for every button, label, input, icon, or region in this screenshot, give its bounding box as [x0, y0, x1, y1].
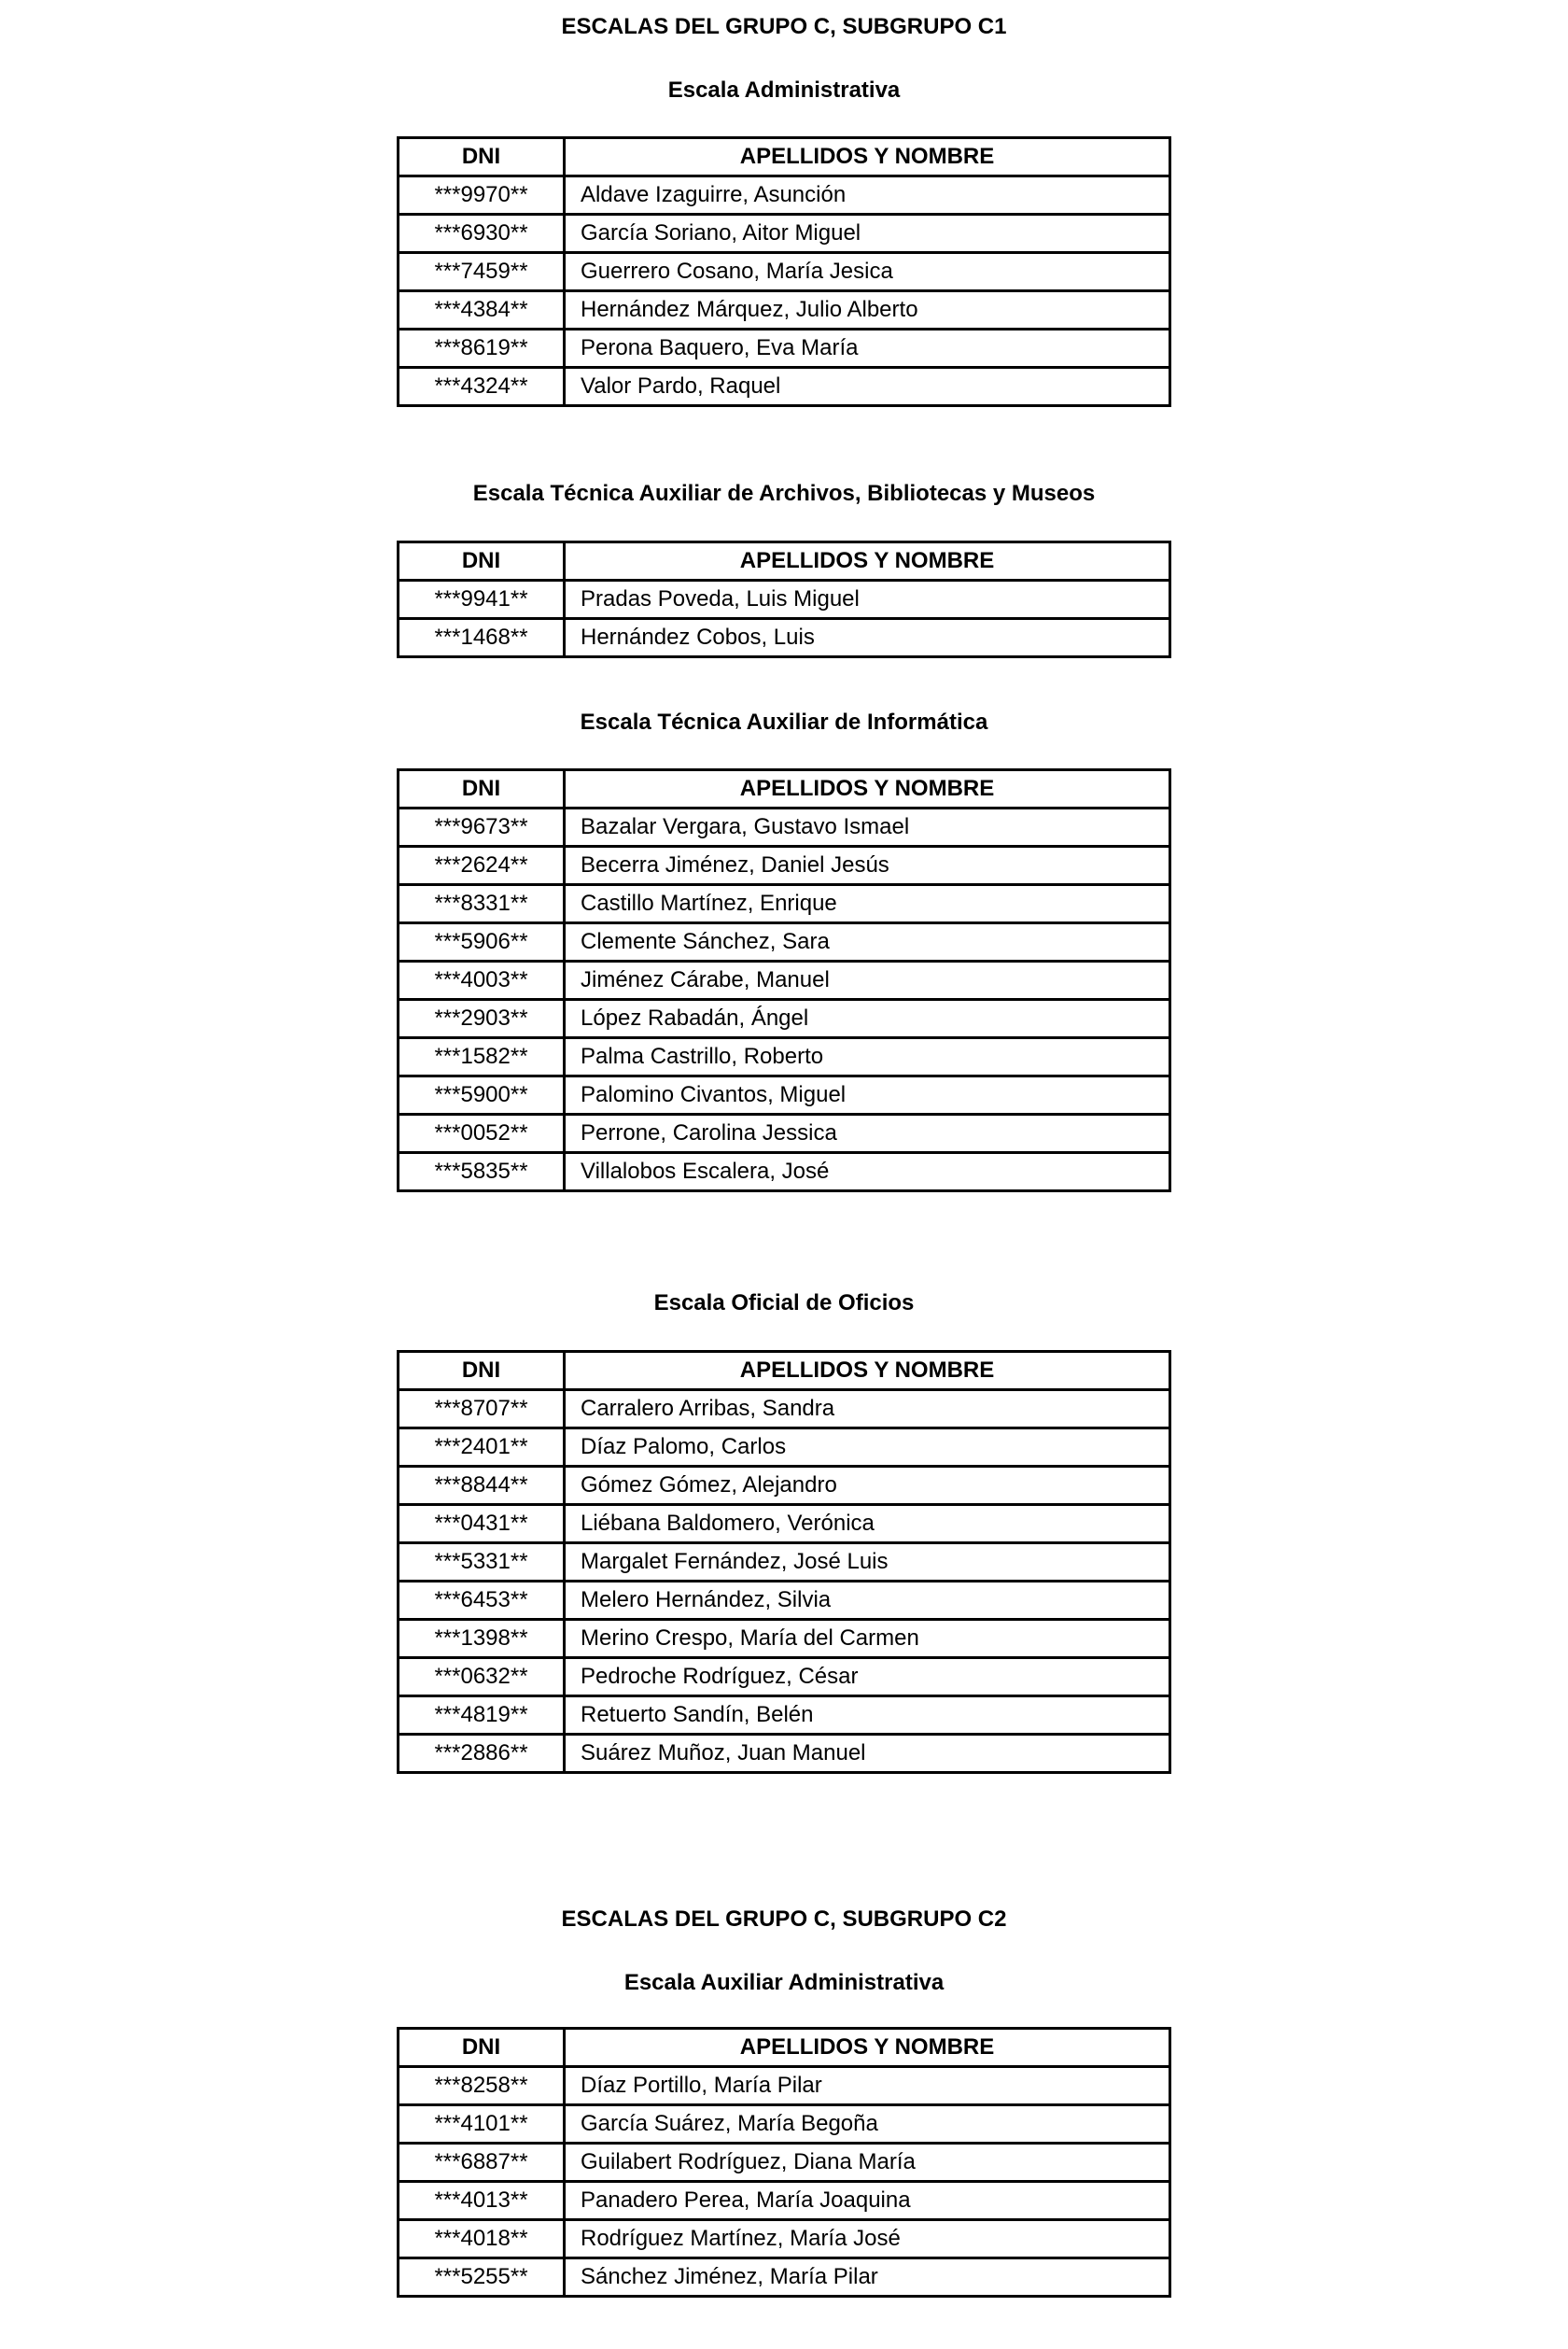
name-cell: Retuerto Sandín, Belén — [565, 1696, 1170, 1735]
table-row — [399, 847, 1170, 885]
name-cell: Hernández Márquez, Julio Alberto — [565, 291, 1170, 330]
name-cell: Díaz Portillo, María Pilar — [565, 2067, 1170, 2105]
dni-cell: ***2886** — [399, 1735, 565, 1773]
dni-cell: ***8619** — [399, 330, 565, 368]
name-cell: Guilabert Rodríguez, Diana María — [565, 2144, 1170, 2182]
dni-cell: ***9673** — [399, 809, 565, 847]
dni-cell: ***4018** — [399, 2220, 565, 2258]
table-row — [399, 2144, 1170, 2182]
name-cell: Melero Hernández, Silvia — [565, 1582, 1170, 1620]
table-row — [399, 253, 1170, 291]
dni-cell: ***5255** — [399, 2258, 565, 2297]
table-row — [399, 1582, 1170, 1620]
dni-cell: ***6887** — [399, 2144, 565, 2182]
table-auxiliar-administrativa — [397, 2027, 1171, 2298]
name-cell: Jiménez Cárabe, Manuel — [565, 962, 1170, 1000]
dni-cell: ***8707** — [399, 1390, 565, 1428]
name-cell: Becerra Jiménez, Daniel Jesús — [565, 847, 1170, 885]
dni-cell: ***5331** — [399, 1543, 565, 1582]
table-row — [399, 1115, 1170, 1153]
dni-cell: ***4819** — [399, 1696, 565, 1735]
name-cell: Palma Castrillo, Roberto — [565, 1038, 1170, 1076]
table-informatica — [397, 768, 1171, 1192]
table-row — [399, 2182, 1170, 2220]
table-row — [399, 1467, 1170, 1505]
table-row — [399, 1038, 1170, 1076]
name-cell: Rodríguez Martínez, María José — [565, 2220, 1170, 2258]
dni-cell: ***4013** — [399, 2182, 565, 2220]
section-title-archivos: Escala Técnica Auxiliar de Archivos, Bibliotecas y Museos — [472, 481, 1096, 506]
table-row — [399, 2105, 1170, 2144]
table-header-row — [399, 770, 1170, 809]
name-cell: Pedroche Rodríguez, César — [565, 1658, 1170, 1696]
name-column-header: APELLIDOS Y NOMBRE — [565, 542, 1170, 581]
table-row — [399, 291, 1170, 330]
dni-cell: ***1582** — [399, 1038, 565, 1076]
dni-column-header: DNI — [399, 138, 565, 176]
table-row — [399, 2067, 1170, 2105]
table-header-row — [399, 2029, 1170, 2067]
table-row — [399, 330, 1170, 368]
table-row — [399, 1000, 1170, 1038]
name-cell: Villalobos Escalera, José — [565, 1153, 1170, 1191]
table-row — [399, 176, 1170, 215]
name-cell: Gómez Gómez, Alejandro — [565, 1467, 1170, 1505]
dni-cell: ***9941** — [399, 581, 565, 619]
dni-column-header: DNI — [399, 542, 565, 581]
dni-cell: ***5900** — [399, 1076, 565, 1115]
dni-cell: ***0632** — [399, 1658, 565, 1696]
name-cell: Pradas Poveda, Luis Miguel — [565, 581, 1170, 619]
name-cell: Castillo Martínez, Enrique — [565, 885, 1170, 923]
name-column-header: APELLIDOS Y NOMBRE — [565, 770, 1170, 809]
table-row — [399, 2220, 1170, 2258]
table-row — [399, 368, 1170, 406]
table-row — [399, 1428, 1170, 1467]
table-row — [399, 809, 1170, 847]
name-cell: López Rabadán, Ángel — [565, 1000, 1170, 1038]
dni-cell: ***2624** — [399, 847, 565, 885]
name-cell: Díaz Palomo, Carlos — [565, 1428, 1170, 1467]
dni-cell: ***2401** — [399, 1428, 565, 1467]
group-c2-heading: ESCALAS DEL GRUPO C, SUBGRUPO C2 — [561, 1906, 1007, 1932]
section-title-oficios: Escala Oficial de Oficios — [653, 1290, 915, 1315]
dni-cell: ***9970** — [399, 176, 565, 215]
name-cell: Perrone, Carolina Jessica — [565, 1115, 1170, 1153]
table-row — [399, 962, 1170, 1000]
dni-cell: ***2903** — [399, 1000, 565, 1038]
dni-cell: ***7459** — [399, 253, 565, 291]
name-cell: Guerrero Cosano, María Jesica — [565, 253, 1170, 291]
dni-cell: ***0052** — [399, 1115, 565, 1153]
table-row — [399, 1390, 1170, 1428]
table-header-row — [399, 138, 1170, 176]
name-cell: Bazalar Vergara, Gustavo Ismael — [565, 809, 1170, 847]
table-archivos — [397, 541, 1171, 658]
dni-cell: ***4384** — [399, 291, 565, 330]
table-header-row — [399, 1352, 1170, 1390]
name-cell: Sánchez Jiménez, María Pilar — [565, 2258, 1170, 2297]
table-row — [399, 1153, 1170, 1191]
dni-cell: ***0431** — [399, 1505, 565, 1543]
dni-column-header: DNI — [399, 1352, 565, 1390]
dni-cell: ***8331** — [399, 885, 565, 923]
dni-cell: ***1468** — [399, 619, 565, 657]
name-cell: Margalet Fernández, José Luis — [565, 1543, 1170, 1582]
name-cell: Merino Crespo, María del Carmen — [565, 1620, 1170, 1658]
table-row — [399, 923, 1170, 962]
table-row — [399, 1658, 1170, 1696]
group-c1-heading: ESCALAS DEL GRUPO C, SUBGRUPO C1 — [561, 14, 1007, 39]
name-column-header: APELLIDOS Y NOMBRE — [565, 1352, 1170, 1390]
dni-cell: ***4003** — [399, 962, 565, 1000]
name-cell: Hernández Cobos, Luis — [565, 619, 1170, 657]
table-administrativa — [397, 136, 1171, 407]
name-cell: Panadero Perea, María Joaquina — [565, 2182, 1170, 2220]
name-column-header: APELLIDOS Y NOMBRE — [565, 138, 1170, 176]
dni-column-header: DNI — [399, 770, 565, 809]
table-row — [399, 885, 1170, 923]
dni-cell: ***5906** — [399, 923, 565, 962]
name-cell: Valor Pardo, Raquel — [565, 368, 1170, 406]
dni-cell: ***6930** — [399, 215, 565, 253]
table-row — [399, 215, 1170, 253]
dni-cell: ***1398** — [399, 1620, 565, 1658]
dni-cell: ***5835** — [399, 1153, 565, 1191]
name-cell: Suárez Muñoz, Juan Manuel — [565, 1735, 1170, 1773]
section-title-administrativa: Escala Administrativa — [667, 77, 901, 103]
name-cell: Palomino Civantos, Miguel — [565, 1076, 1170, 1115]
dni-cell: ***6453** — [399, 1582, 565, 1620]
dni-column-header: DNI — [399, 2029, 565, 2067]
section-title-auxiliar-administrativa: Escala Auxiliar Administrativa — [623, 1970, 945, 1995]
table-row — [399, 1076, 1170, 1115]
table-oficios — [397, 1350, 1171, 1774]
name-cell: García Suárez, María Begoña — [565, 2105, 1170, 2144]
table-row — [399, 1696, 1170, 1735]
name-cell: Carralero Arribas, Sandra — [565, 1390, 1170, 1428]
name-cell: García Soriano, Aitor Miguel — [565, 215, 1170, 253]
dni-cell: ***4101** — [399, 2105, 565, 2144]
table-header-row — [399, 542, 1170, 581]
table-row — [399, 1505, 1170, 1543]
name-cell: Liébana Baldomero, Verónica — [565, 1505, 1170, 1543]
table-row — [399, 2258, 1170, 2297]
table-row — [399, 1620, 1170, 1658]
section-title-informatica: Escala Técnica Auxiliar de Informática — [580, 710, 988, 735]
dni-cell: ***8844** — [399, 1467, 565, 1505]
table-row — [399, 1735, 1170, 1773]
dni-cell: ***8258** — [399, 2067, 565, 2105]
table-row — [399, 581, 1170, 619]
name-cell: Clemente Sánchez, Sara — [565, 923, 1170, 962]
dni-cell: ***4324** — [399, 368, 565, 406]
name-column-header: APELLIDOS Y NOMBRE — [565, 2029, 1170, 2067]
name-cell: Perona Baquero, Eva María — [565, 330, 1170, 368]
table-row — [399, 619, 1170, 657]
name-cell: Aldave Izaguirre, Asunción — [565, 176, 1170, 215]
table-row — [399, 1543, 1170, 1582]
